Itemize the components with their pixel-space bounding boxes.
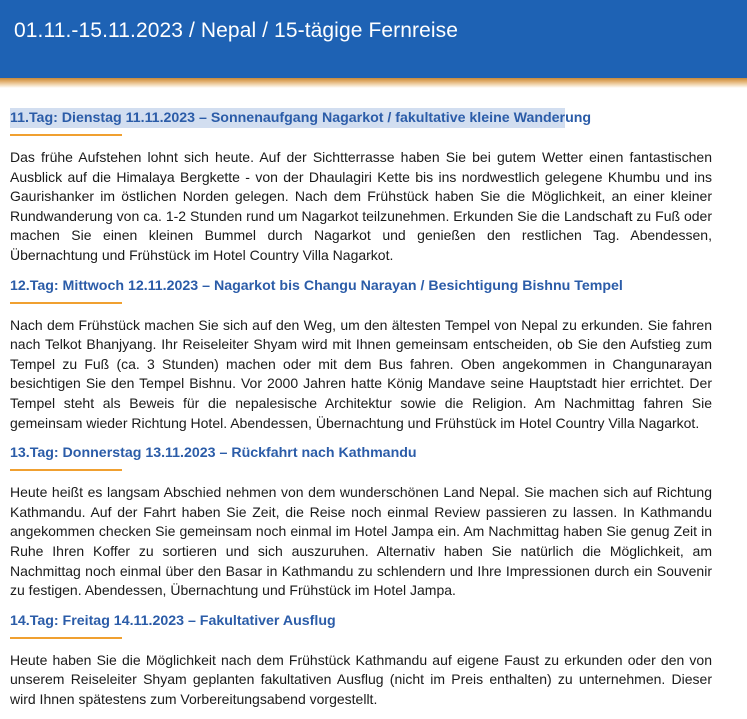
itinerary-content bbox=[10, 108, 712, 719]
day-13-section bbox=[10, 443, 712, 601]
day-12-section bbox=[10, 276, 712, 434]
day-14-section bbox=[10, 611, 712, 710]
day-11-accent-rule bbox=[10, 134, 122, 136]
page-header bbox=[0, 0, 747, 78]
day-12-accent-rule bbox=[10, 302, 122, 304]
day-13-accent-rule bbox=[10, 469, 122, 471]
day-14-heading: 14.Tag: Freitag 14.11.2023 – Fakultativer Ausflug bbox=[10, 612, 336, 629]
day-13-text: Heute heißt es langsam Abschied nehmen von dem wunderschönen Land Nepal. Sie machen sich auf Richtung Kathmandu. Auf der Fahrt haben Sie Zeit, die Reise noch einmal Review passieren zu lassen. In Kathmandu angekommen checken Sie gemeinsam noch einmal im Hotel Jampa ein. Am Nachmittag haben Sie genug Zeit in Ruhe Ihren Koffer zu sortieren und sich auszuruhen. Alternativ haben Sie natürlich die Möglichkeit, am Nachmittag noch einmal über den Basar in Kathmandu zu schlendern und Ihre Impressionen durch ein Souvenir zu festigen. Abendessen, Übernachtung und Frühstück im Hotel Jampa. bbox=[10, 484, 712, 599]
day-11-heading-rest: ung bbox=[565, 110, 592, 126]
day-12-text: Nach dem Frühstück machen Sie sich auf den Weg, um den ältesten Tempel von Nepal zu erkunden. Sie fahren nach Telkot Bhanjyang. Ihr Reiseleiter Shyam wird mit Ihnen gemeinsam entscheiden, ob Sie den Aufstieg zum Tempel zu Fuß (ca. 3 Stunden) machen oder mit dem Bus fahren. Oben angekommen in Changunarayan besichtigen Sie den Tempel Bishnu. Vor 2000 Jahren hatte König Mandave seine Hauptstadt hier errichtet. Der Tempel steht als Beweis für die nepalesische Architektur sowie die Religion. Am Nachmittag fahren Sie gemeinsam wieder Richtung Hotel. Abendessen, Übernachtung und Frühstück im Hotel Country Villa Nagarkot. bbox=[10, 316, 712, 431]
day-14-accent-rule bbox=[10, 637, 122, 639]
day-13-heading: 13.Tag: Donnerstag 13.11.2023 – Rückfahrt nach Kathmandu bbox=[10, 445, 417, 462]
day-12-heading: 12.Tag: Mittwoch 12.11.2023 – Nagarkot bis Changu Narayan / Besichtigung Bishnu Tempel bbox=[10, 277, 623, 294]
page-title: 01.11.-15.11.2023 / Nepal / 15-tägige Fernreise bbox=[14, 19, 459, 42]
day-11-section bbox=[10, 108, 712, 266]
day-14-text: Heute haben Sie die Möglichkeit nach dem Frühstück Kathmandu auf eigene Faust zu erkunden oder den von unserem Reiseleiter Shyam geplanten fakultativen Ausflug (nicht im Preis enthalten) zu unternehmen. Dieser wird Ihnen spätestens zum Vorbereitungsabend vorgestellt. bbox=[10, 651, 712, 707]
day-11-heading bbox=[10, 108, 712, 128]
day-11-text: Das frühe Aufstehen lohnt sich heute. Auf der Sichtterrasse haben Sie bei gutem Wetter einen fantastischen Ausblick auf die Himalaya Bergkette - von der Dhaulagiri Kette bis ins nordwestlich gelegene Khumbu und ins Gaurishanker im östlichen Norden gelegen. Nach dem Frühstück haben Sie die Möglichkeit, an einer kleiner Rundwanderung von ca. 1-2 Stunden rund um Nagarkot teilzunehmen. Erkunden Sie die Landschaft zu Fuß oder machen Sie einen kleinen Bummel durch Nagarkot und genießen den restlichen Tag. Abendessen, Übernachtung und Frühstück im Hotel Country Villa Nagarkot. bbox=[10, 149, 712, 263]
day-11-heading-highlight: 11.Tag: Dienstag 11.11.2023 – Sonnenaufgang Nagarkot / fakultative kleine Wander bbox=[10, 110, 566, 126]
header-shadow-divider bbox=[0, 78, 747, 88]
